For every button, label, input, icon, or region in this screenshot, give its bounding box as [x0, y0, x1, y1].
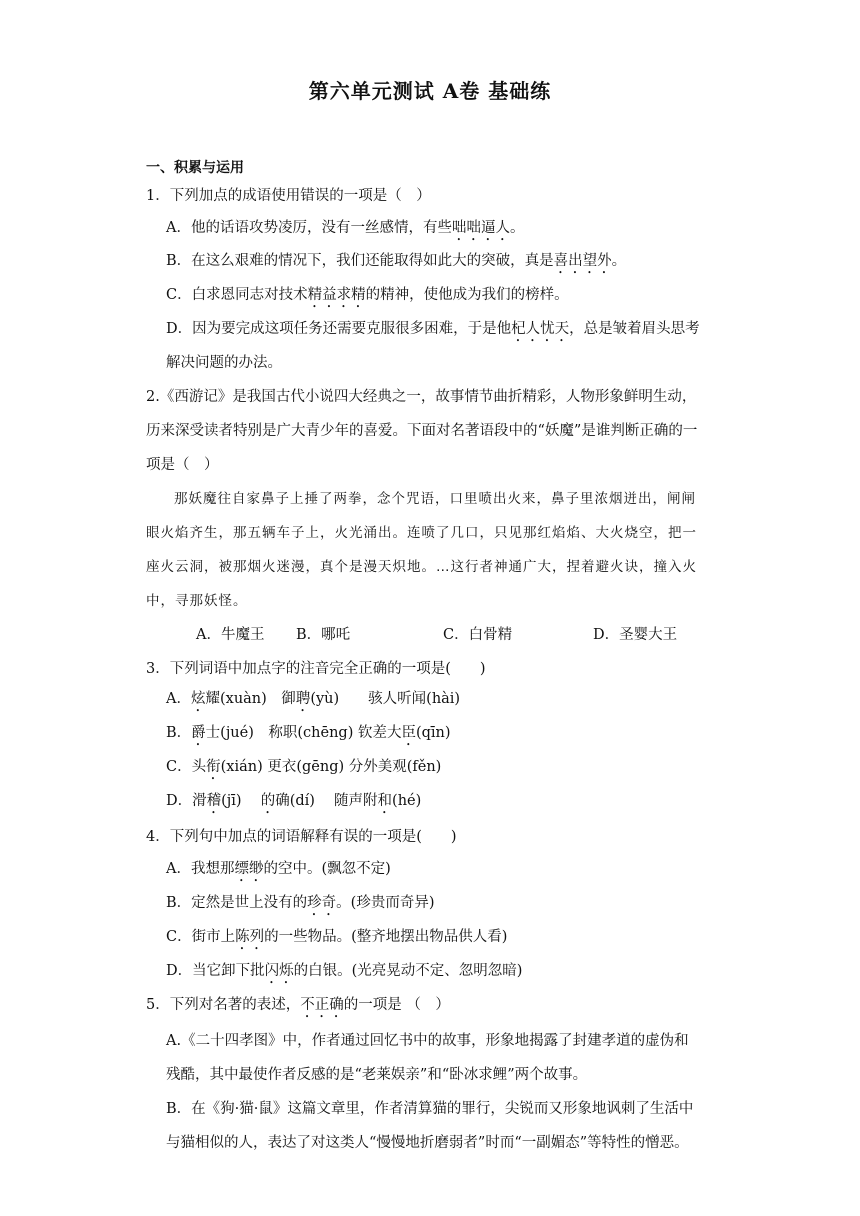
dotted-idiom: 精益求精 [307, 287, 366, 303]
question-4-stem: 4．下列句中加点的词语解释有误的一项是( ) [146, 829, 457, 845]
passage-line2: 眼火焰齐生，那五辆车子上，火光涌出。连喷了几口，只见那红焰焰、大火烧空，把一 [146, 525, 697, 541]
q4-option-d [166, 961, 522, 987]
q2-option-a: A．牛魔王 [196, 627, 265, 643]
text: 耀(xuàn) 御 [205, 691, 296, 707]
text: 确(dí) 随声附 [275, 793, 378, 809]
q2-option-c: C．白骨精 [443, 627, 513, 643]
passage-line4: 中，寻那妖怪。 [146, 593, 248, 609]
q3-option-b [166, 723, 451, 749]
q3-option-c [166, 757, 441, 783]
q1-option-b [166, 251, 626, 277]
question-2-line2: 历来深受读者特别是广大青少年的喜爱。下面对名著语段中的“妖魔”是谁判断正确的一 [146, 423, 698, 439]
text: (hé) [392, 793, 422, 809]
q3-option-a [166, 689, 460, 715]
text: 的空中。(飘忽不定) [263, 861, 391, 877]
text: 。 [509, 220, 525, 236]
dotted-char: 稽 [206, 793, 222, 809]
dotted-char: 臣 [401, 725, 416, 741]
text: ，总是皱着眉头思考 [569, 321, 700, 337]
text: 的一些物品。(整齐地摆出物品供人看) [264, 929, 508, 945]
question-2-line3: 项是（ ） [146, 457, 219, 473]
text: (xián) 更衣(gēng) 分外美观(fěn) [220, 759, 442, 775]
text: A．我想那 [166, 861, 235, 877]
dotted-char: 的 [260, 793, 276, 809]
dotted-word: 陈列 [235, 929, 265, 945]
text: C．街市上 [166, 929, 236, 945]
text: 的白银。(光亮晃动不定、忽明忽暗) [293, 963, 523, 979]
question-1-stem: 1．下列加点的成语使用错误的一项是（ ） [146, 188, 431, 204]
text: C．白求恩同志对技术 [166, 287, 308, 303]
q4-option-c [166, 927, 507, 953]
text: 5．下列对名著的表述， [146, 997, 301, 1013]
q5-option-a-line2: 残酷，其中最使作者反感的是“老莱娱亲”和“卧冰求鲤”两个故事。 [166, 1067, 588, 1083]
text: 。(珍贵而奇异) [336, 895, 435, 911]
q1-option-d [166, 319, 700, 345]
page-title: 第六单元测试 A卷 基础练 [308, 79, 552, 103]
q1-option-a [166, 218, 524, 244]
dotted-word: 缥缈 [234, 861, 264, 877]
q4-option-b [166, 893, 434, 919]
q4-option-a [166, 859, 391, 885]
text: D．因为要完成这项任务还需要克服很多困难，于是他 [166, 321, 512, 337]
passage-line3: 座火云洞，被那烟火迷漫，真个是漫天炽地。…这行者神通广大，捏着避火诀，撞入火 [146, 559, 697, 575]
section-heading: 一、积累与运用 [146, 160, 244, 176]
dotted-idiom: 喜出望外 [553, 253, 612, 269]
dotted-char: 聘 [295, 691, 311, 707]
q1-option-c [166, 285, 569, 311]
dotted-idiom: 杞人忧天 [511, 321, 570, 337]
text: A．他的话语攻势凌厉，没有一丝感情，有些 [166, 220, 452, 236]
q5-option-b-line2: 与猫相似的人，表达了对这类人“慢慢地折磨弱者”时而“一副媚态”等特性的憎恶。 [166, 1135, 689, 1151]
q5-option-a-line1: A.《二十四孝图》中，作者通过回忆书中的故事，形象地揭露了封建孝道的虚伪和 [166, 1033, 689, 1049]
text: D．滑 [166, 793, 207, 809]
dotted-word: 闪烁 [264, 963, 294, 979]
text: (qīn) [415, 725, 451, 741]
q2-option-b: B．哪吒 [296, 627, 351, 643]
text: B．在这么艰难的情况下，我们还能取得如此大的突破，真是 [166, 253, 554, 269]
dotted-idiom: 咄咄逼人 [451, 220, 510, 236]
text: 的精神，使他成为我们的榜样。 [365, 287, 569, 303]
text: 的一项是 （ ） [343, 997, 450, 1013]
q2-option-d: D．圣婴大王 [593, 627, 678, 643]
passage-line1: 那妖魔往自家鼻子上捶了两拳，念个咒语，口里喷出火来，鼻子里浓烟迸出，闸闸 [174, 491, 696, 507]
text: C．头 [166, 759, 207, 775]
dotted-char: 爵 [191, 725, 206, 741]
dotted-word: 珍奇 [307, 895, 337, 911]
q1-option-d-cont: 解决问题的办法。 [166, 355, 282, 371]
q5-option-b-line1: B．在《狗·猫·鼠》这篇文章里，作者清算猫的罪行，尖锐而又形象地讽刺了生活中 [166, 1101, 694, 1117]
dotted-word: 不正确 [300, 997, 344, 1013]
question-3-stem: 3．下列词语中加点字的注音完全正确的一项是( ) [146, 661, 486, 677]
question-2-line1: 2.《西游记》是我国古代小说四大经典之一，故事情节曲折精彩，人物形象鲜明生动， [146, 389, 697, 405]
dotted-char: 衔 [206, 759, 221, 775]
text: (jī) [221, 793, 261, 809]
text: 。 [611, 253, 627, 269]
text: B． [166, 725, 192, 741]
dotted-char: 炫 [190, 691, 206, 707]
text: A． [166, 691, 191, 707]
text: 士(jué) 称职(chēng) 钦差大 [205, 725, 402, 741]
text: (yù) 骇人听闻(hài) [310, 691, 461, 707]
text: D．当它卸下批 [166, 963, 265, 979]
question-5-stem [146, 995, 450, 1021]
q3-option-d [166, 791, 421, 817]
dotted-char: 和 [377, 793, 393, 809]
text: B．定然是世上没有的 [166, 895, 308, 911]
